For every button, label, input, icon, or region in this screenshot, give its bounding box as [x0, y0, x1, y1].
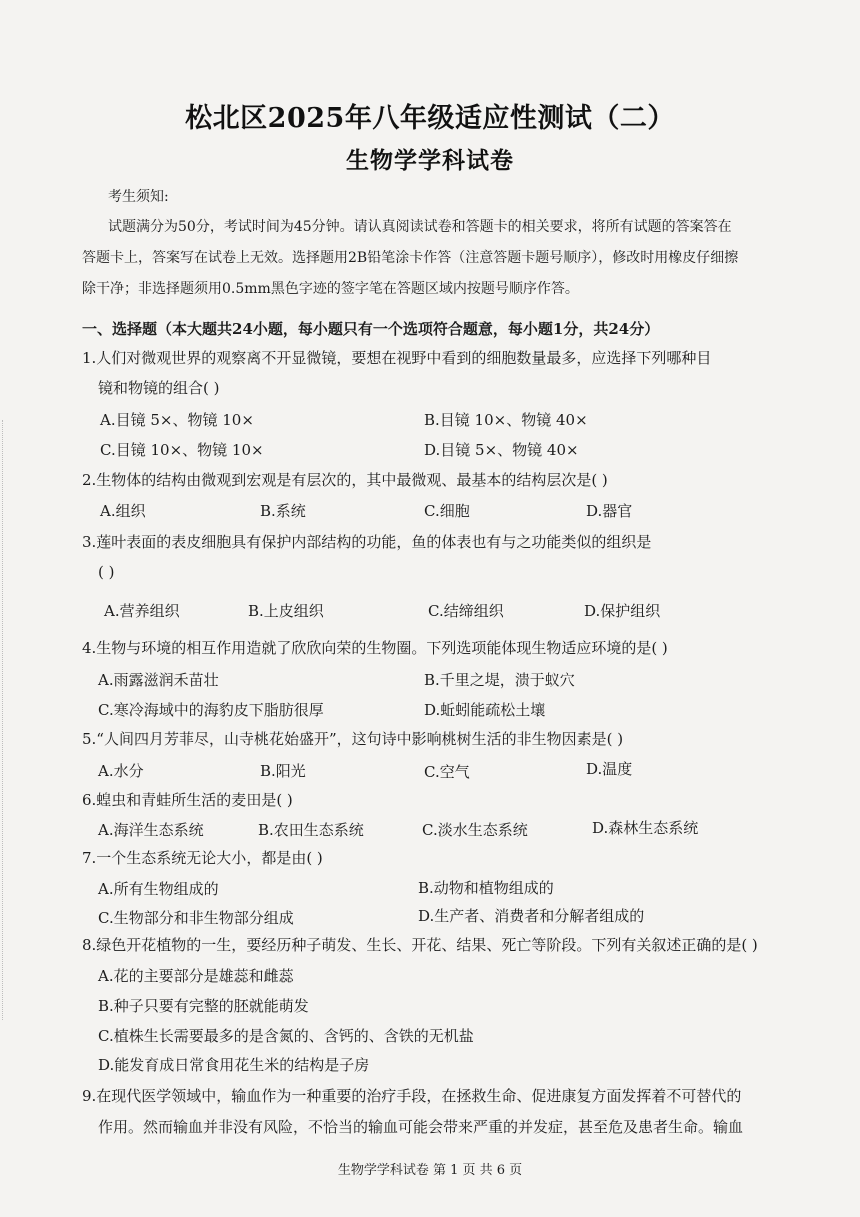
notice-line: 除干净；非选择题须用0.5mm黑色字迹的签字笔在答题区域内按题号顺序作答。: [82, 281, 579, 297]
option-b: B.千里之堤，溃于蚁穴: [424, 671, 575, 689]
option-b: B.阳光: [260, 762, 306, 780]
option-a: A.组织: [100, 502, 146, 520]
option-b: B.系统: [260, 502, 306, 520]
question-3-stem: 3.莲叶表面的表皮细胞具有保护内部结构的功能，鱼的体表也有与之功能类似的组织是: [82, 533, 652, 551]
option-d: D.蚯蚓能疏松土壤: [424, 701, 546, 719]
exam-title: 松北区2025年八年级适应性测试（二）: [185, 103, 675, 134]
option-a: A.目镜 5×、物镜 10×: [100, 411, 254, 429]
option-d: D.森林生态系统: [592, 819, 699, 837]
option-b: B.上皮组织: [248, 602, 324, 620]
section-heading: 一、选择题（本大题共24小题，每小题只有一个选项符合题意，每小题1分，共24分）: [82, 320, 660, 338]
option-d: D.生产者、消费者和分解者组成的: [418, 907, 645, 925]
option-d: D.能发育成日常食用花生米的结构是子房: [98, 1056, 370, 1074]
option-c: C.淡水生态系统: [422, 821, 528, 839]
option-c: C.寒冷海域中的海豹皮下脂肪很厚: [98, 701, 324, 719]
question-6-stem: 6.蝗虫和青蛙所生活的麦田是( ): [82, 791, 293, 809]
option-b: B.农田生态系统: [258, 821, 364, 839]
notice-line: 试题满分为50分，考试时间为45分钟。请认真阅读试卷和答题卡的相关要求，将所有试题的答案答在: [108, 219, 732, 235]
option-a: A.所有生物组成的: [98, 880, 219, 898]
option-d: D.温度: [586, 760, 633, 778]
question-3-stem: ( ): [98, 563, 115, 581]
page-footer: 生物学学科试卷 第 1 页 共 6 页: [337, 1163, 523, 1178]
option-d: D.器官: [586, 502, 633, 520]
question-2-stem: 2.生物体的结构由微观到宏观是有层次的，其中最微观、最基本的结构层次是( ): [82, 471, 608, 489]
question-7-stem: 7.一个生态系统无论大小，都是由( ): [82, 849, 323, 867]
option-d: D.目镜 5×、物镜 40×: [424, 441, 579, 459]
option-a: A.水分: [98, 762, 144, 780]
notice-heading: 考生须知:: [108, 189, 169, 205]
option-a: A.海洋生态系统: [98, 821, 204, 839]
scan-edge-marks: [2, 420, 5, 1020]
question-4-stem: 4.生物与环境的相互作用造就了欣欣向荣的生物圈。下列选项能体现生物适应环境的是( ): [82, 639, 668, 657]
option-a: A.营养组织: [104, 602, 180, 620]
question-1-stem: 1.人们对微观世界的观察离不开显微镜，要想在视野中看到的细胞数量最多，应选择下列哪种目: [82, 349, 712, 367]
option-a: A.花的主要部分是雄蕊和雌蕊: [98, 967, 294, 985]
question-8-stem: 8.绿色开花植物的一生，要经历种子萌发、生长、开花、结果、死亡等阶段。下列有关叙述正确的是( ): [82, 936, 758, 954]
option-b: B.种子只要有完整的胚就能萌发: [98, 997, 309, 1015]
question-1-stem: 镜和物镜的组合( ): [98, 379, 220, 397]
option-b: B.动物和植物组成的: [418, 879, 554, 897]
option-c: C.结缔组织: [428, 602, 504, 620]
exam-subtitle: 生物学学科试卷: [346, 147, 514, 174]
notice-line: 答题卡上，答案写在试卷上无效。选择题用2B铅笔涂卡作答（注意答题卡题号顺序），修改时用橡皮仔细擦: [82, 250, 739, 266]
option-b: B.目镜 10×、物镜 40×: [424, 411, 588, 429]
option-d: D.保护组织: [584, 602, 661, 620]
option-c: C.植株生长需要最多的是含氮的、含钙的、含铁的无机盐: [98, 1027, 474, 1045]
option-c: C.细胞: [424, 502, 470, 520]
option-c: C.生物部分和非生物部分组成: [98, 909, 294, 927]
option-c: C.空气: [424, 763, 470, 781]
question-9-stem: 作用。然而输血并非没有风险，不恰当的输血可能会带来严重的并发症，甚至危及患者生命。输血: [98, 1118, 744, 1136]
option-a: A.雨露滋润禾苗壮: [98, 671, 219, 689]
option-c: C.目镜 10×、物镜 10×: [100, 441, 264, 459]
question-9-stem: 9.在现代医学领域中，输血作为一种重要的治疗手段，在拯救生命、促进康复方面发挥着不可替代的: [82, 1087, 742, 1105]
question-5-stem: 5.“人间四月芳菲尽，山寺桃花始盛开”，这句诗中影响桃树生活的非生物因素是( ): [82, 730, 624, 748]
